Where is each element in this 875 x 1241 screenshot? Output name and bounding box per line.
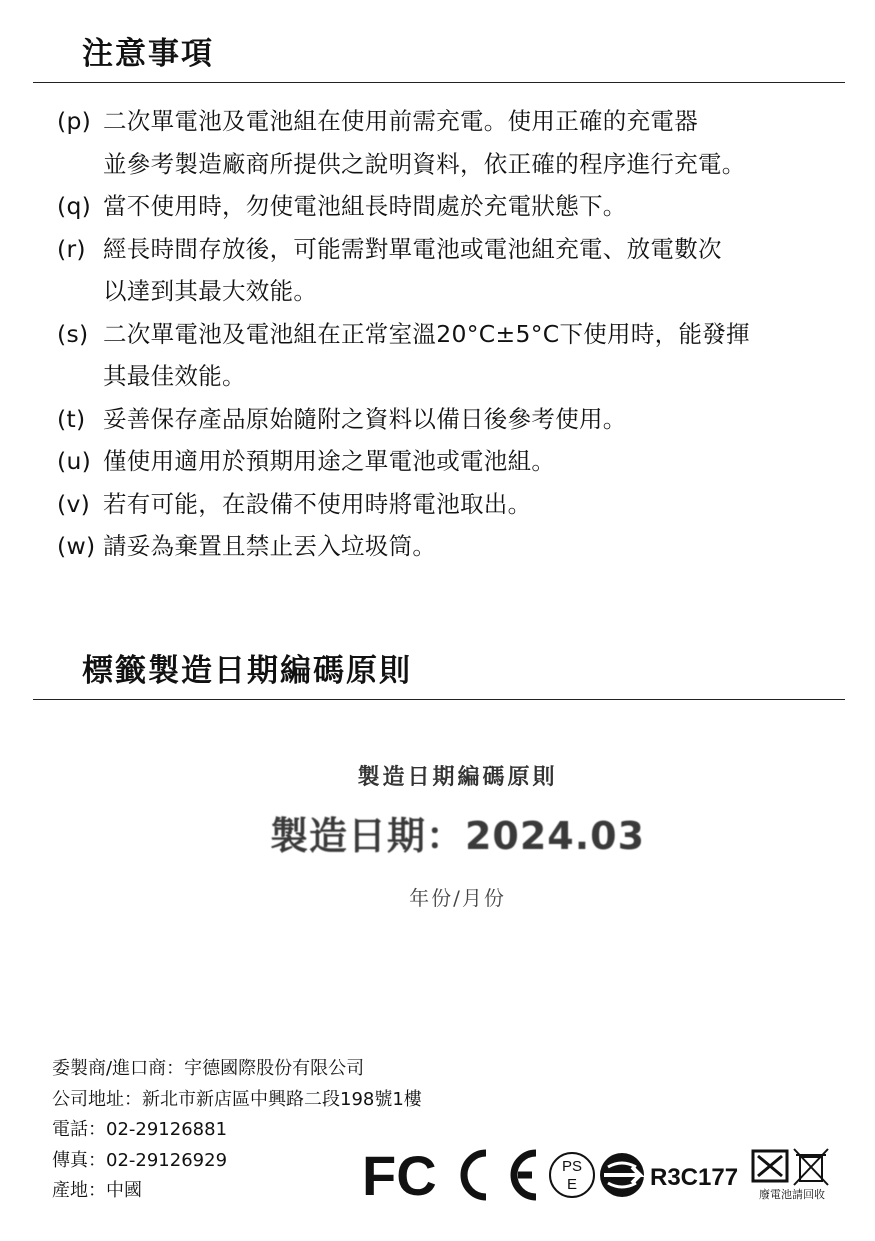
recycle-mark-icon — [753, 1151, 787, 1181]
note-text — [103, 100, 857, 185]
note-line: 妥善保存產品原始隨附之資料以備日後參考使用。 — [103, 404, 627, 433]
fc-mark-icon — [362, 1145, 437, 1205]
note-text — [103, 313, 857, 398]
note-line: 經長時間存放後，可能需對單電池或電池組充電、放電數次 — [103, 234, 722, 263]
note-label: (u) — [57, 447, 92, 475]
fax-line: 傳真：02-29126929 — [52, 1149, 228, 1171]
note-s — [57, 313, 857, 398]
note-label: (s) — [57, 319, 89, 348]
note-line: 其最佳效能。 — [103, 362, 246, 390]
note-label: (q) — [57, 192, 92, 220]
rcm-code-text: R3C177 — [650, 1164, 739, 1191]
note-text — [103, 398, 857, 441]
note-line: 僅使用適用於預期用途之單電池或電池組。 — [103, 447, 556, 475]
address-line: 公司地址：新北市新店區中興路二段198號1樓 — [52, 1088, 422, 1110]
pse-bottom-text: E — [566, 1176, 578, 1193]
note-line: 若有可能，在設備不使用時將電池取出。 — [103, 489, 532, 518]
date-code-heading: 製造日期編碼原則 — [357, 764, 558, 790]
pse-top-text: PS — [561, 1158, 583, 1175]
origin-line: 產地：中國 — [52, 1180, 142, 1201]
label-date-title: 標籤製造日期編碼原則 — [82, 653, 412, 689]
ce-mark-icon — [464, 1153, 536, 1197]
date-format-caption: 年份/月份 — [409, 886, 506, 910]
note-p — [57, 100, 857, 185]
crossed-bin-icon — [794, 1149, 828, 1185]
label-date-divider — [33, 699, 845, 700]
note-text — [103, 525, 857, 568]
precautions-divider — [33, 82, 845, 83]
note-q — [57, 185, 857, 228]
date-code-illustration — [0, 760, 875, 911]
note-w — [57, 525, 857, 568]
note-r — [57, 228, 857, 313]
manufacture-date: 製造日期：2024.03 — [269, 814, 646, 858]
fc-mark-text: FC — [362, 1145, 437, 1205]
note-label: (w) — [57, 532, 96, 560]
note-u — [57, 440, 857, 483]
rcm-mark-icon — [600, 1153, 738, 1197]
note-text — [103, 185, 857, 228]
note-text — [103, 483, 857, 526]
note-line: 當不使用時，勿使電池組長時間處於充電狀態下。 — [103, 192, 627, 220]
phone-line: 電話：02-29126881 — [52, 1119, 228, 1140]
note-line: 請妥為棄置且禁止丟入垃圾筒。 — [103, 532, 437, 560]
note-label: (p) — [57, 107, 92, 135]
importer-line: 委製商/進口商：宇德國際股份有限公司 — [52, 1058, 365, 1079]
note-label: (v) — [57, 489, 91, 518]
note-line: 以達到其最大效能。 — [103, 277, 318, 305]
note-label: (r) — [57, 234, 86, 263]
recycle-caption: 廢電池請回收 — [759, 1188, 825, 1201]
note-v — [57, 483, 857, 526]
note-line: 二次單電池及電池組在正常室溫20°C±5°C下使用時，能發揮 — [103, 319, 750, 348]
note-line: 並參考製造廠商所提供之說明資料，依正確的程序進行充電。 — [103, 149, 746, 178]
note-line: 二次單電池及電池組在使用前需充電。使用正確的充電器 — [103, 107, 698, 135]
note-text — [103, 228, 857, 313]
note-label: (t) — [57, 404, 86, 433]
precautions-title: 注意事項 — [82, 36, 214, 72]
precautions-list — [57, 100, 857, 568]
note-text — [103, 440, 857, 483]
certification-marks — [360, 1145, 840, 1205]
pse-mark-icon — [550, 1153, 594, 1197]
note-t — [57, 398, 857, 441]
